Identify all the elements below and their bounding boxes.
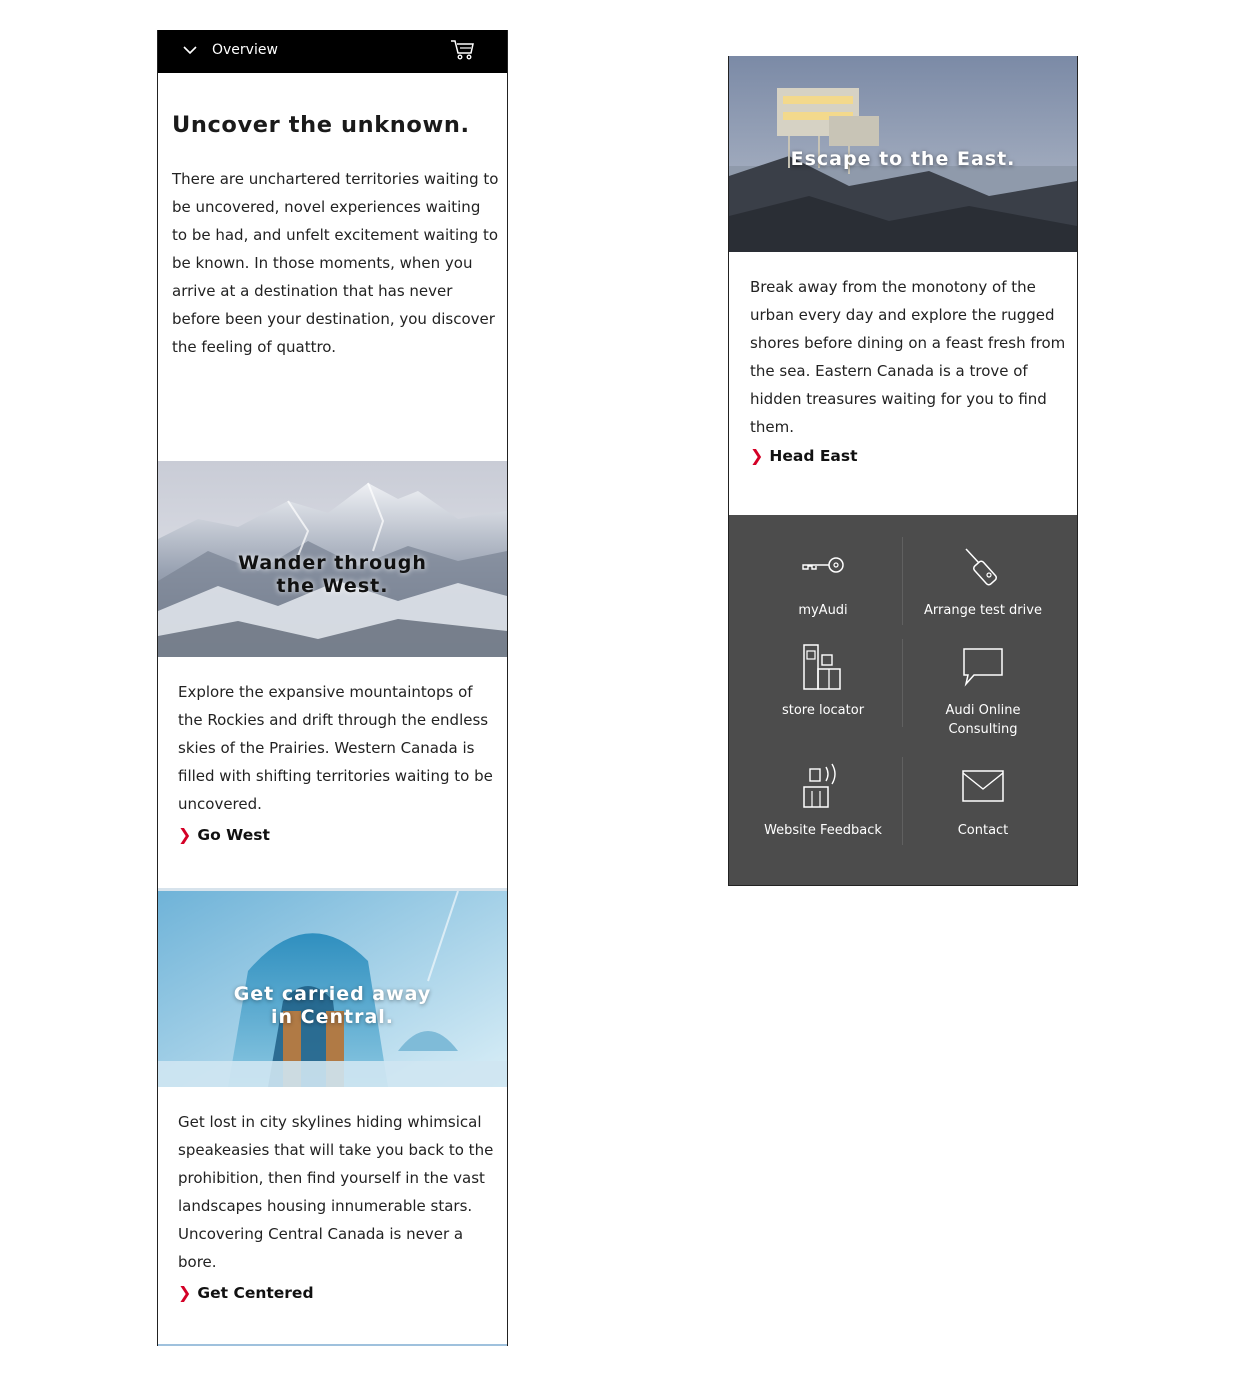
head-east-link[interactable]: [750, 446, 858, 465]
website-feedback-label: Website Feedback: [764, 823, 882, 838]
west-description: Explore the expansive mountaintops of the Rockies and drift through the endless skies of the Prairies. Western Canada is filled with shifting territories waiting to be uncovered.: [178, 683, 493, 813]
go-west-link[interactable]: [178, 825, 270, 844]
key-icon: [800, 555, 846, 581]
car-key-fob-icon: [963, 547, 1003, 595]
get-centered-link[interactable]: [178, 1283, 314, 1302]
chat-bubble-icon: [962, 647, 1004, 693]
consulting-label-line-2: Consulting: [948, 722, 1018, 737]
audi-online-consulting-label: [897, 701, 1069, 739]
east-banner[interactable]: [729, 56, 1077, 252]
chevron-right-icon: ❯: [750, 446, 764, 465]
head-east-label: Head East: [769, 446, 858, 465]
mobile-screen-overview: [157, 30, 508, 1346]
cart-icon[interactable]: [450, 38, 476, 66]
overview-menu-label[interactable]: Overview: [212, 42, 278, 58]
envelope-icon: [961, 769, 1005, 809]
central-banner-title: [158, 983, 507, 1029]
arrange-test-drive-label: Arrange test drive: [924, 603, 1042, 618]
west-title-line-1: Wander through: [238, 552, 427, 574]
audi-online-consulting-button[interactable]: [897, 635, 1069, 745]
website-feedback-button[interactable]: [737, 755, 909, 865]
top-navigation-bar: [158, 30, 507, 73]
bottom-divider: [158, 1344, 507, 1346]
mobile-screen-east: [728, 56, 1078, 886]
east-banner-title: Escape to the East.: [790, 148, 1016, 170]
east-description: Break away from the monotony of the urban every day and explore the rugged shores before dining on a feast fresh from the sea. Eastern Canada is a trove of hidden treasures waiting for you to find them.: [750, 278, 1066, 436]
west-title-line-2: the West.: [276, 575, 389, 597]
building-icon: [802, 643, 844, 697]
chevron-right-icon: ❯: [178, 1283, 192, 1302]
store-locator-button[interactable]: [737, 635, 909, 745]
central-title-line-2: in Central.: [270, 1006, 394, 1028]
page-headline: Uncover the unknown.: [172, 112, 470, 138]
chevron-down-icon[interactable]: [182, 42, 198, 62]
west-banner-title: [158, 552, 507, 598]
store-locator-label: store locator: [781, 703, 865, 718]
west-banner[interactable]: [158, 461, 507, 657]
central-banner[interactable]: [158, 888, 507, 1090]
central-description: Get lost in city skylines hiding whimsical speakeasies that will take you back to the prohibition, then find yourself in the vast landscapes housing innumerable stars. Uncovering Central Canada is never a bore.: [178, 1113, 494, 1271]
consulting-label-line-1: Audi Online: [945, 703, 1021, 718]
feedback-icon: [802, 763, 844, 815]
intro-paragraph: There are unchartered territories waiting to be uncovered, novel experiences waiting to be had, and unfelt excitement waiting to be known. In those moments, when you arrive at a destination that has never before been your destination, you discover the feeling of quattro.: [172, 170, 499, 356]
contact-label: Contact: [957, 823, 1009, 838]
arrange-test-drive-button[interactable]: [897, 515, 1069, 635]
get-centered-label: Get Centered: [197, 1283, 314, 1302]
myaudi-label: myAudi: [798, 603, 848, 618]
contact-button[interactable]: [897, 755, 1069, 865]
myaudi-button[interactable]: [737, 515, 909, 635]
central-title-line-1: Get carried away: [233, 983, 432, 1005]
go-west-label: Go West: [197, 825, 270, 844]
chevron-right-icon: ❯: [178, 825, 192, 844]
services-panel: [729, 515, 1077, 885]
